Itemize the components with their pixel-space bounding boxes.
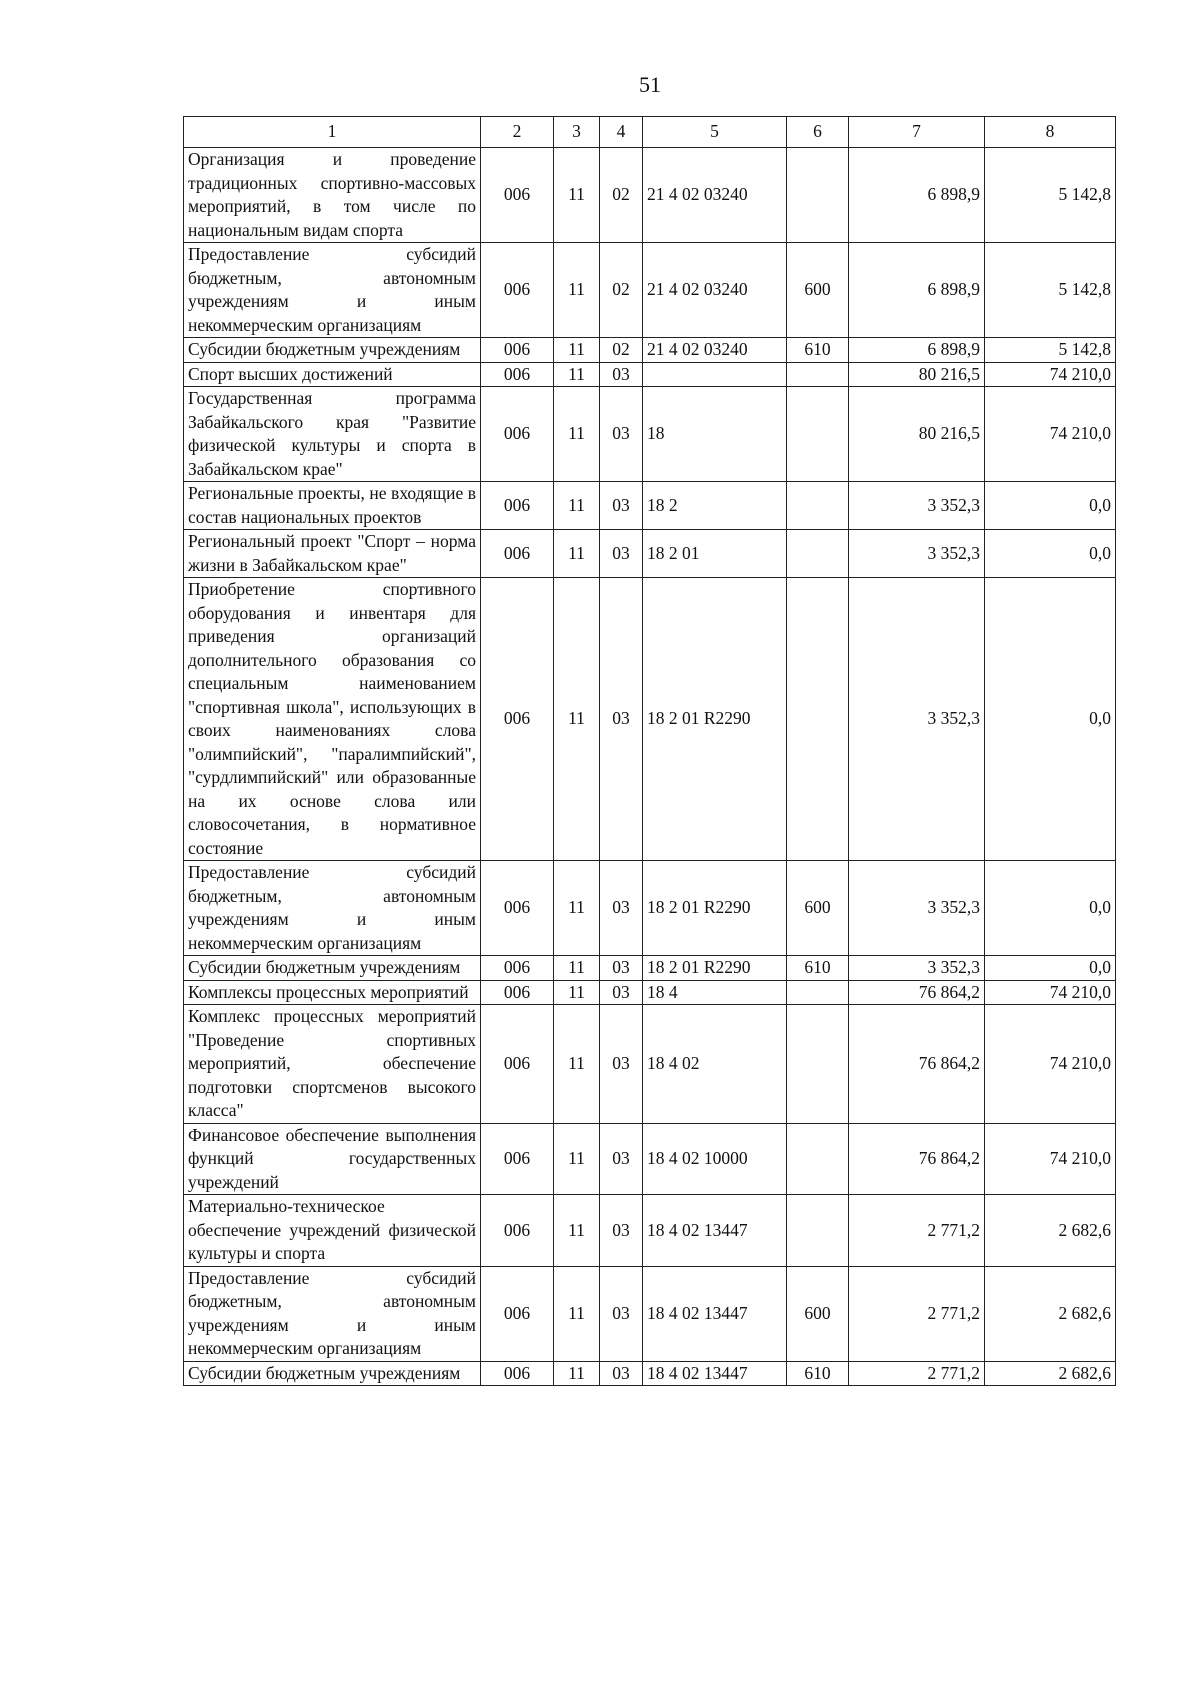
amount-year1-cell: 6 898,9 [849,148,985,243]
amount-year2-cell: 74 210,0 [985,1005,1116,1124]
amount-year1-cell: 3 352,3 [849,482,985,530]
amount-year2-cell: 5 142,8 [985,148,1116,243]
row-name-cell: Региональный проект "Спорт – норма жизни в Забайкальском крае" [184,530,481,578]
admin-code-cell: 006 [481,1195,554,1267]
admin-code-cell: 006 [481,1361,554,1386]
row-name-cell: Государственная программа Забайкальского края "Развитие физической культуры и спорта в Забайкальском крае" [184,387,481,482]
target-article-cell: 18 2 [643,482,787,530]
expense-type-cell [787,148,849,243]
target-article-cell: 18 4 [643,980,787,1005]
target-article-cell: 18 4 02 [643,1005,787,1124]
section-cell: 11 [554,148,600,243]
section-cell: 11 [554,362,600,387]
section-cell: 11 [554,482,600,530]
subsection-cell: 03 [600,362,643,387]
amount-year1-cell: 3 352,3 [849,956,985,981]
admin-code-cell: 006 [481,1005,554,1124]
admin-code-cell: 006 [481,387,554,482]
admin-code-cell: 006 [481,1123,554,1195]
expense-type-cell [787,980,849,1005]
row-name-cell: Предоставление субсидий бюджетным, автономным учреждениям и иным некоммерческим организациям [184,243,481,338]
amount-year2-cell: 0,0 [985,482,1116,530]
expense-type-cell: 610 [787,1361,849,1386]
target-article-cell: 21 4 02 03240 [643,338,787,363]
subsection-cell: 03 [600,482,643,530]
row-name-cell: Материально-техническое обеспечение учреждений физической культуры и спорта [184,1195,481,1267]
header-cell: 1 [184,117,481,148]
admin-code-cell: 006 [481,578,554,861]
expense-type-cell: 600 [787,861,849,956]
row-name-cell: Финансовое обеспечение выполнения функций государственных учреждений [184,1123,481,1195]
amount-year1-cell: 80 216,5 [849,387,985,482]
expense-type-cell: 610 [787,956,849,981]
row-name-cell: Организация и проведение традиционных спортивно-массовых мероприятий, в том числе по национальным видам спорта [184,148,481,243]
amount-year2-cell: 0,0 [985,956,1116,981]
section-cell: 11 [554,1005,600,1124]
section-cell: 11 [554,980,600,1005]
row-name-cell: Субсидии бюджетным учреждениям [184,338,481,363]
target-article-cell: 21 4 02 03240 [643,243,787,338]
target-article-cell: 18 4 02 10000 [643,1123,787,1195]
amount-year1-cell: 80 216,5 [849,362,985,387]
amount-year2-cell: 74 210,0 [985,362,1116,387]
section-cell: 11 [554,338,600,363]
amount-year1-cell: 6 898,9 [849,243,985,338]
admin-code-cell: 006 [481,530,554,578]
section-cell: 11 [554,578,600,861]
table-row [184,1123,1116,1195]
expense-type-cell [787,1005,849,1124]
amount-year2-cell: 5 142,8 [985,243,1116,338]
row-name-cell: Приобретение спортивного оборудования и инвентаря для приведения организаций дополнительного образования со специальным наименованием "спортивная школа", использующих в своих наименованиях слова "олимпийский", "паралимпийский", "сурдлимпийский" или образованные на их основе слова или словосочетания, в нормативное состояние [184,578,481,861]
subsection-cell: 03 [600,956,643,981]
subsection-cell: 03 [600,578,643,861]
subsection-cell: 02 [600,243,643,338]
expense-type-cell [787,578,849,861]
target-article-cell: 18 4 02 13447 [643,1361,787,1386]
amount-year1-cell: 76 864,2 [849,1005,985,1124]
amount-year2-cell: 0,0 [985,530,1116,578]
table-row [184,861,1116,956]
table-row [184,338,1116,363]
expense-type-cell: 600 [787,243,849,338]
admin-code-cell: 006 [481,243,554,338]
header-cell: 2 [481,117,554,148]
table-row [184,980,1116,1005]
target-article-cell: 18 2 01 R2290 [643,861,787,956]
table-header-row [184,117,1116,148]
section-cell: 11 [554,861,600,956]
subsection-cell: 03 [600,980,643,1005]
row-name-cell: Спорт высших достижений [184,362,481,387]
target-article-cell: 21 4 02 03240 [643,148,787,243]
amount-year1-cell: 6 898,9 [849,338,985,363]
amount-year2-cell: 5 142,8 [985,338,1116,363]
subsection-cell: 03 [600,1195,643,1267]
amount-year1-cell: 2 771,2 [849,1266,985,1361]
subsection-cell: 03 [600,861,643,956]
header-cell: 6 [787,117,849,148]
page-number: 51 [639,72,661,97]
section-cell: 11 [554,1195,600,1267]
table-row [184,148,1116,243]
subsection-cell: 03 [600,1361,643,1386]
table-row [184,1195,1116,1267]
header-cell: 5 [643,117,787,148]
target-article-cell: 18 2 01 [643,530,787,578]
table-row [184,362,1116,387]
table-row [184,387,1116,482]
subsection-cell: 03 [600,1266,643,1361]
expense-type-cell: 610 [787,338,849,363]
table-row [184,482,1116,530]
subsection-cell: 02 [600,148,643,243]
table-row [184,1361,1116,1386]
subsection-cell: 02 [600,338,643,363]
amount-year2-cell: 0,0 [985,578,1116,861]
row-name-cell: Комплексы процессных мероприятий [184,980,481,1005]
admin-code-cell: 006 [481,1266,554,1361]
row-name-cell: Предоставление субсидий бюджетным, автономным учреждениям и иным некоммерческим организациям [184,861,481,956]
expense-type-cell [787,482,849,530]
admin-code-cell: 006 [481,980,554,1005]
subsection-cell: 03 [600,1123,643,1195]
subsection-cell: 03 [600,530,643,578]
section-cell: 11 [554,1123,600,1195]
expense-type-cell [787,1123,849,1195]
expense-type-cell [787,1195,849,1267]
admin-code-cell: 006 [481,482,554,530]
admin-code-cell: 006 [481,861,554,956]
amount-year1-cell: 76 864,2 [849,980,985,1005]
expense-type-cell: 600 [787,1266,849,1361]
header-cell: 3 [554,117,600,148]
target-article-cell [643,362,787,387]
expense-type-cell [787,530,849,578]
table-row [184,530,1116,578]
admin-code-cell: 006 [481,338,554,363]
admin-code-cell: 006 [481,362,554,387]
header-cell: 7 [849,117,985,148]
row-name-cell: Комплекс процессных мероприятий "Проведение спортивных мероприятий, обеспечение подготовки спортсменов высокого класса" [184,1005,481,1124]
table-row [184,578,1116,861]
amount-year1-cell: 3 352,3 [849,530,985,578]
budget-table [183,116,1116,1386]
admin-code-cell: 006 [481,956,554,981]
target-article-cell: 18 2 01 R2290 [643,956,787,981]
row-name-cell: Предоставление субсидий бюджетным, автономным учреждениям и иным некоммерческим организациям [184,1266,481,1361]
amount-year1-cell: 2 771,2 [849,1195,985,1267]
target-article-cell: 18 2 01 R2290 [643,578,787,861]
header-cell: 8 [985,117,1116,148]
admin-code-cell: 006 [481,148,554,243]
section-cell: 11 [554,387,600,482]
amount-year1-cell: 3 352,3 [849,861,985,956]
row-name-cell: Субсидии бюджетным учреждениям [184,956,481,981]
expense-type-cell [787,362,849,387]
row-name-cell: Субсидии бюджетным учреждениям [184,1361,481,1386]
header-cell: 4 [600,117,643,148]
amount-year1-cell: 3 352,3 [849,578,985,861]
table-row [184,1266,1116,1361]
section-cell: 11 [554,1361,600,1386]
subsection-cell: 03 [600,1005,643,1124]
row-name-cell: Региональные проекты, не входящие в состав национальных проектов [184,482,481,530]
amount-year2-cell: 2 682,6 [985,1266,1116,1361]
target-article-cell: 18 4 02 13447 [643,1266,787,1361]
table-row [184,243,1116,338]
amount-year2-cell: 74 210,0 [985,387,1116,482]
subsection-cell: 03 [600,387,643,482]
amount-year2-cell: 74 210,0 [985,980,1116,1005]
target-article-cell: 18 [643,387,787,482]
amount-year1-cell: 76 864,2 [849,1123,985,1195]
section-cell: 11 [554,956,600,981]
target-article-cell: 18 4 02 13447 [643,1195,787,1267]
section-cell: 11 [554,1266,600,1361]
amount-year2-cell: 2 682,6 [985,1361,1116,1386]
expense-type-cell [787,387,849,482]
amount-year2-cell: 2 682,6 [985,1195,1116,1267]
table-row [184,1005,1116,1124]
amount-year1-cell: 2 771,2 [849,1361,985,1386]
section-cell: 11 [554,243,600,338]
section-cell: 11 [554,530,600,578]
table-row [184,956,1116,981]
amount-year2-cell: 0,0 [985,861,1116,956]
amount-year2-cell: 74 210,0 [985,1123,1116,1195]
